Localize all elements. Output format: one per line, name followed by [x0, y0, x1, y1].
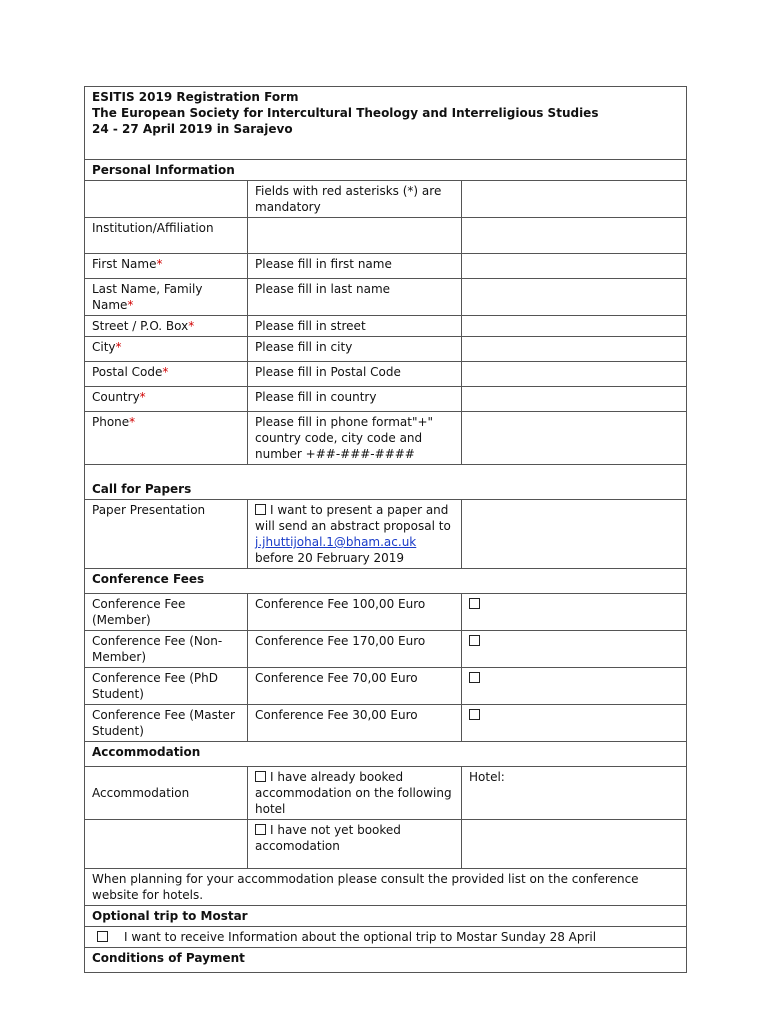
empty-cell	[462, 218, 687, 254]
country-label: Country*	[85, 387, 248, 412]
fee-row	[85, 631, 687, 668]
mostar-trip-option: I want to receive Information about the optional trip to Mostar Sunday 28 April	[85, 927, 687, 948]
required-asterisk: *	[129, 415, 136, 429]
section-optional-trip: Optional trip to Mostar	[85, 906, 687, 927]
form-title: ESITIS 2019 Registration Form	[92, 90, 299, 104]
registration-form-table	[84, 86, 687, 973]
empty-cell	[462, 316, 687, 337]
city-field[interactable]: Please fill in city	[248, 337, 462, 362]
fee-cell	[462, 631, 687, 668]
phone-field[interactable]: Please fill in phone format"+" country code, city code and number +##-###-####	[248, 412, 462, 465]
event-dates: 24 - 27 April 2019 in Sarajevo	[92, 122, 293, 136]
first-name-label: First Name*	[85, 254, 248, 279]
street-field[interactable]: Please fill in street	[248, 316, 462, 337]
fee-master-checkbox[interactable]	[469, 709, 480, 720]
section-call-for-papers: Call for Papers	[85, 465, 687, 500]
accommodation-not-booked-checkbox[interactable]	[255, 824, 266, 835]
hotel-field[interactable]: Hotel:	[462, 767, 687, 820]
registration-form-sheet	[84, 86, 686, 973]
fee-label: Conference Fee (Member)	[85, 594, 248, 631]
form-header	[85, 87, 687, 160]
required-asterisk: *	[127, 298, 134, 312]
required-asterisk: *	[162, 365, 169, 379]
empty-cell	[462, 362, 687, 387]
empty-cell	[462, 254, 687, 279]
empty-cell	[462, 820, 687, 869]
last-name-label: Last Name, Family Name*	[85, 279, 248, 316]
city-label: City*	[85, 337, 248, 362]
fee-row	[85, 594, 687, 631]
fee-amount: Conference Fee 100,00 Euro	[248, 594, 462, 631]
fee-label: Conference Fee (Non-Member)	[85, 631, 248, 668]
required-asterisk: *	[115, 340, 122, 354]
empty-cell	[85, 181, 248, 218]
empty-cell	[462, 279, 687, 316]
fee-amount: Conference Fee 70,00 Euro	[248, 668, 462, 705]
paper-presentation-checkbox[interactable]	[255, 504, 266, 515]
last-name-field[interactable]: Please fill in last name	[248, 279, 462, 316]
accommodation-label: Accommodation	[85, 767, 248, 820]
phone-label: Phone*	[85, 412, 248, 465]
fee-amount: Conference Fee 30,00 Euro	[248, 705, 462, 742]
fee-label: Conference Fee (Master Student)	[85, 705, 248, 742]
mostar-trip-checkbox[interactable]	[97, 931, 108, 942]
institution-field[interactable]	[248, 218, 462, 254]
empty-cell	[462, 387, 687, 412]
section-conference-fees: Conference Fees	[85, 569, 687, 594]
postal-code-field[interactable]: Please fill in Postal Code	[248, 362, 462, 387]
fee-phd-checkbox[interactable]	[469, 672, 480, 683]
street-label: Street / P.O. Box*	[85, 316, 248, 337]
required-asterisk: *	[188, 319, 195, 333]
empty-cell	[462, 500, 687, 569]
fee-amount: Conference Fee 170,00 Euro	[248, 631, 462, 668]
accommodation-booked-option: I have already booked accommodation on the following hotel	[248, 767, 462, 820]
fee-member-checkbox[interactable]	[469, 598, 480, 609]
society-name: The European Society for Intercultural Theology and Interreligious Studies	[92, 106, 599, 120]
paper-presentation-label: Paper Presentation	[85, 500, 248, 569]
fee-cell	[462, 668, 687, 705]
paper-presentation-option: I want to present a paper and will send an abstract proposal to j.jhuttijohal.1@bham.ac.uk before 20 February 2019	[248, 500, 462, 569]
section-conditions-of-payment: Conditions of Payment	[85, 948, 687, 973]
fee-row	[85, 705, 687, 742]
first-name-field[interactable]: Please fill in first name	[248, 254, 462, 279]
empty-cell	[462, 181, 687, 218]
empty-cell	[462, 337, 687, 362]
mandatory-note: Fields with red asterisks (*) are mandatory	[248, 181, 462, 218]
form-header-row	[85, 87, 687, 160]
fee-label: Conference Fee (PhD Student)	[85, 668, 248, 705]
accommodation-not-booked-option: I have not yet booked accomodation	[248, 820, 462, 869]
fee-cell	[462, 594, 687, 631]
fee-row	[85, 668, 687, 705]
required-asterisk: *	[139, 390, 146, 404]
abstract-email-link[interactable]: j.jhuttijohal.1@bham.ac.uk	[255, 535, 417, 549]
postal-code-label: Postal Code*	[85, 362, 248, 387]
institution-label: Institution/Affiliation	[85, 218, 248, 254]
empty-cell	[462, 412, 687, 465]
empty-cell	[85, 820, 248, 869]
required-asterisk: *	[156, 257, 163, 271]
section-personal-information: Personal Information	[85, 160, 687, 181]
fee-non-member-checkbox[interactable]	[469, 635, 480, 646]
country-field[interactable]: Please fill in country	[248, 387, 462, 412]
accommodation-booked-checkbox[interactable]	[255, 771, 266, 782]
section-accommodation: Accommodation	[85, 742, 687, 767]
accommodation-note: When planning for your accommodation please consult the provided list on the conference website for hotels.	[85, 869, 687, 906]
fee-cell	[462, 705, 687, 742]
